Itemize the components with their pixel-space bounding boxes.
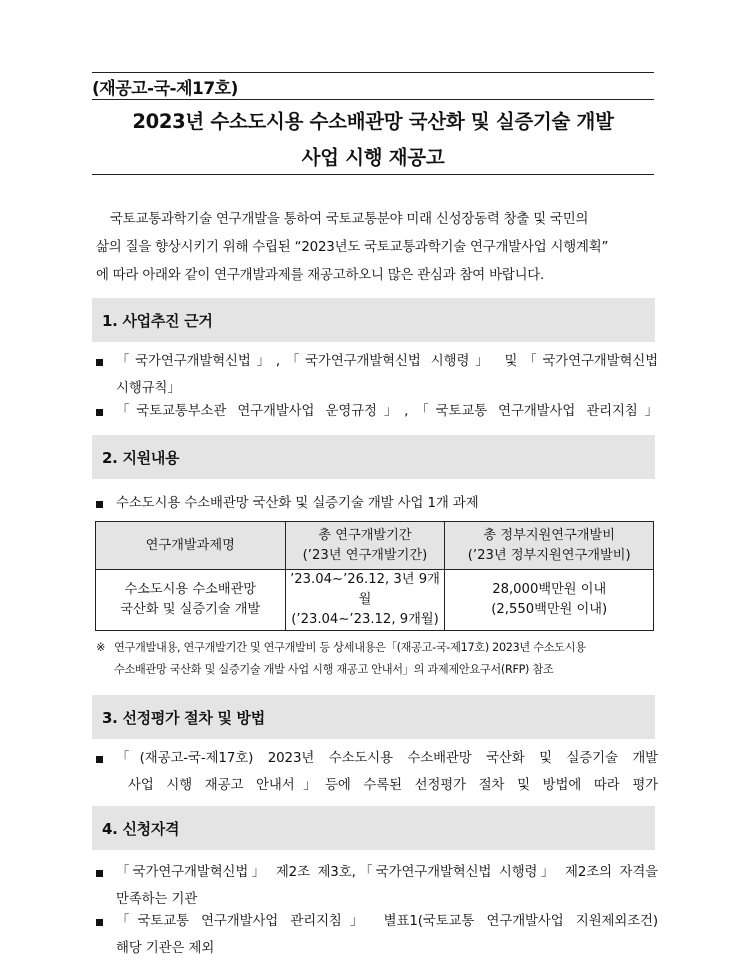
bullet-text: 「국토교통부소관 연구개발사업 운영규정」,「국토교통 연구개발사업 관리지침」 [116,404,658,419]
table-header-row [96,522,654,570]
bullet-item [96,908,658,962]
title-bottom-rule [92,174,654,175]
section-header-support [92,435,655,479]
section-header-evaluation [92,695,655,739]
square-bullet-icon [96,409,103,416]
intro-line: 국토교통과학기술 연구개발을 통하여 국토교통분야 미래 신성장동력 창출 및 국민의 [110,212,589,227]
bullet-item [96,490,658,517]
square-bullet-icon [96,870,103,877]
table-cell: 28,000백만원 이내 (2,550백만원 이내) [445,570,654,631]
table-header-cell: 연구개발과제명 [96,522,286,570]
section-title: 2. 지원내용 [102,449,180,467]
table-cell: ’23.04∼’26.12, 3년 9개월 (’23.04∼’23.12, 9개월) [285,570,445,631]
bullet-text: 수소도시용 수소배관망 국산화 및 실증기술 개발 사업 1개 과제 [116,496,479,511]
page-title-line2: 사업 시행 재공고 [301,146,445,169]
bullet-text-cont: 시행규칙」 [116,381,181,396]
bullet-item [96,348,658,402]
bullet-text: 「국가연구개발혁신법」 제2조 제3호,「국가연구개발혁신법 시행령」 제2조의 자격을 [116,865,658,880]
bullet-text-cont: 해당 기관은 제외 [116,941,215,956]
title-divider [92,99,654,100]
square-bullet-icon [96,501,103,508]
note-line: 수소배관망 국산화 및 실증기술 개발 사업 시행 재공고 안내서」의 과제제안요구서(RFP) 참조 [114,663,554,676]
intro-line: 삶의 질을 향상시키기 위해 수립된 “2023년도 국토교통과학기술 연구개발사업 시행계획” [96,240,609,255]
square-bullet-icon [96,919,103,926]
bullet-text-cont: 만족하는 기관 [116,892,198,907]
section-title: 4. 신청자격 [102,820,180,838]
table-header-cell: 총 정부지원연구개발비 (’23년 정부지원연구개발비) [445,522,654,570]
table-header-cell: 총 연구개발기간 (’23년 연구개발기간) [285,522,445,570]
announcement-code: (재공고-국-제17호) [92,79,238,99]
bullet-item [96,398,658,425]
bullet-text: 「(재공고-국-제17호) 2023년 수소도시용 수소배관망 국산화 및 실증기술 개발 [116,751,658,766]
square-bullet-icon [96,359,103,366]
support-table [95,521,654,631]
bullet-item [96,859,658,913]
section-header-legal-basis [92,298,655,342]
note-mark: ※ [96,641,106,654]
table-row [96,570,654,631]
section-title: 3. 선정평가 절차 및 방법 [102,709,265,727]
section-header-eligibility [92,806,655,850]
page-title-line1: 2023년 수소도시용 수소배관망 국산화 및 실증기술 개발 [132,110,614,133]
table-cell: 수소도시용 수소배관망 국산화 및 실증기술 개발 [96,570,286,631]
table-footnote [96,637,656,681]
bullet-text: 「국토교통 연구개발사업 관리지침」 별표1(국토교통 연구개발사업 지원제외조건) [116,914,658,929]
note-line: 연구개발내용, 연구개발기간 및 연구개발비 등 상세내용은「(재공고-국-제17호) 2023년 수소도시용 [114,641,586,654]
square-bullet-icon [96,756,103,763]
intro-paragraph [96,206,656,290]
section-title: 1. 사업추진 근거 [102,312,213,330]
bullet-item [96,745,658,799]
intro-line: 에 따라 아래와 같이 연구개발과제를 재공고하오니 많은 관심과 참여 바랍니다. [96,268,545,283]
top-rule [92,72,654,73]
bullet-text-cont: 사업 시행 재공고 안내서」등에 수록된 선정평가 절차 및 방법에 따라 평가 [128,778,658,793]
bullet-text: 「국가연구개발혁신법」,「국가연구개발혁신법 시행령」 및「국가연구개발혁신법 [116,354,658,369]
